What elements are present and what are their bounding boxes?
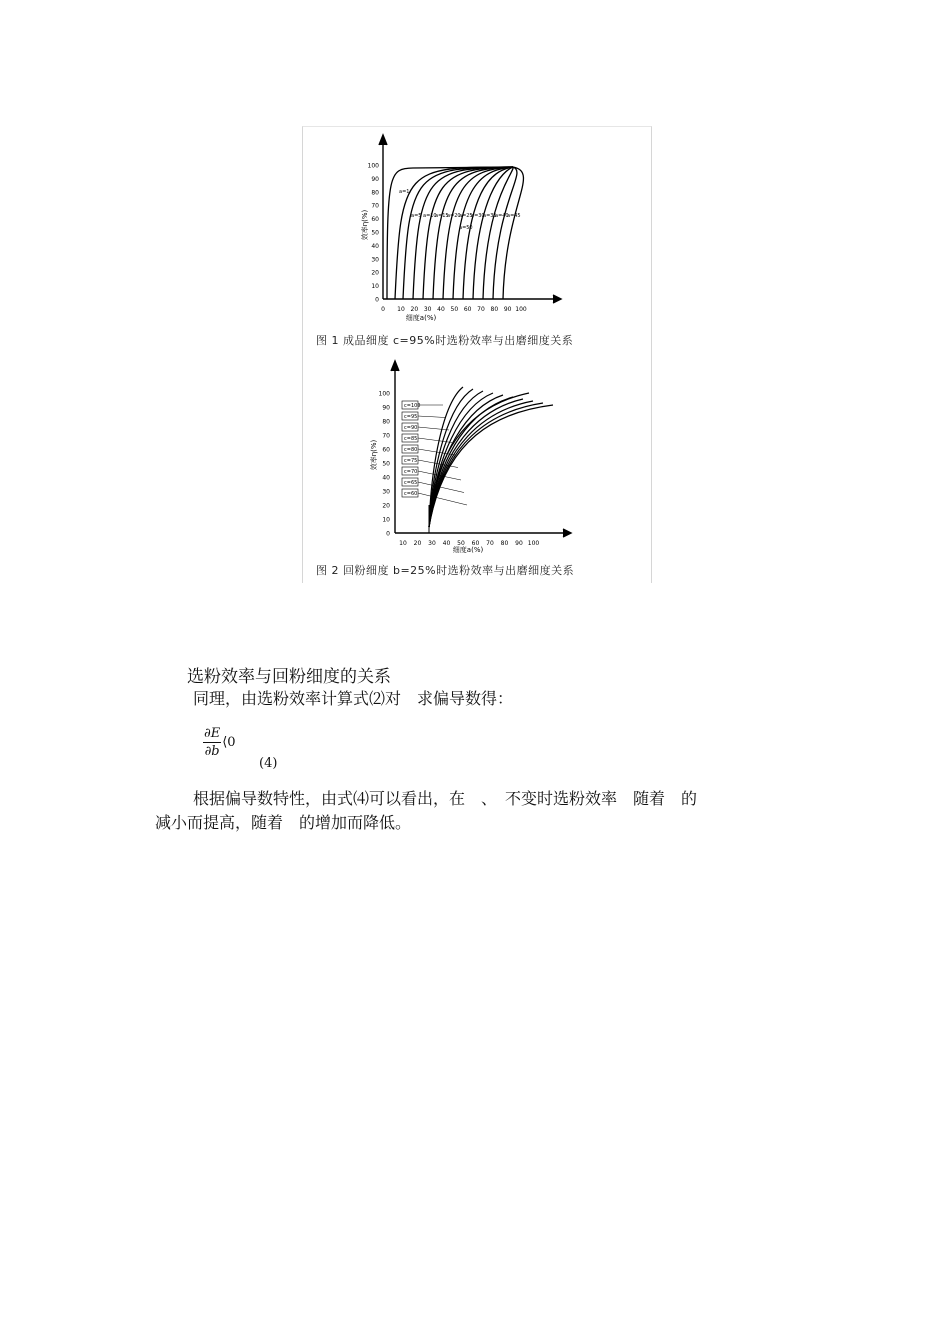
partial-derivative-formula bbox=[203, 726, 236, 759]
figure2-leader-line bbox=[418, 416, 446, 418]
figure1-x-ticks bbox=[381, 306, 527, 313]
fraction bbox=[203, 726, 221, 759]
figure1-curve-label: a=1 bbox=[399, 189, 410, 195]
figure1-x-tick-label: 70 bbox=[477, 306, 485, 313]
figure1-curve bbox=[403, 167, 513, 299]
figure1-x-tick-label: 100 bbox=[515, 306, 527, 313]
figure2-x-tick-label: 70 bbox=[486, 540, 494, 547]
figure2-xlabel: 细度a(%) bbox=[452, 546, 484, 554]
figure2-y-ticks bbox=[379, 391, 391, 538]
figure1-x-tick-label: 10 bbox=[397, 306, 405, 313]
fraction-denominator: ∂b bbox=[204, 744, 220, 759]
figure2-x-tick-label: 90 bbox=[515, 540, 523, 547]
section-heading: 选粉效率与回粉细度的关系 bbox=[187, 667, 391, 687]
figure1-curve-label: a=25 bbox=[459, 213, 473, 219]
figure2-y-tick-label: 60 bbox=[382, 446, 390, 454]
figure1-x-tick-label: 80 bbox=[490, 306, 499, 313]
figure1-y-ticks bbox=[368, 163, 380, 304]
figure2-curve-label: c=70 bbox=[404, 469, 418, 475]
figure1-curve-label: a=15 bbox=[435, 213, 449, 219]
figure1-curve-label: a=20 bbox=[447, 213, 461, 219]
figure1-caption: 图 1 成品细度 c=95%时选粉效率与出磨细度关系 bbox=[316, 334, 574, 347]
figure1-curve-label: a=5 bbox=[411, 213, 422, 219]
figure1-curve-label: a=10 bbox=[423, 213, 437, 219]
figure2-y-tick-label: 10 bbox=[382, 516, 390, 524]
figure1-y-tick-label: 20 bbox=[371, 269, 379, 277]
figure2-y-tick-label: 90 bbox=[382, 404, 390, 412]
figure1-x-tick-label: 90 bbox=[503, 306, 512, 313]
figure1-curve-label: a=40 bbox=[495, 213, 509, 219]
inequality: ⟨0 bbox=[222, 735, 236, 750]
figure2-x-tick-label: 80 bbox=[500, 540, 509, 547]
figure2-curve-label: c=80 bbox=[404, 447, 418, 453]
figure1-y-tick-label: 90 bbox=[371, 175, 379, 183]
figure1-curve-label: a=30 bbox=[471, 213, 485, 219]
figure1-y-tick-label: 80 bbox=[371, 189, 379, 197]
figure2-curve-label: c=60 bbox=[404, 491, 418, 497]
figure2-curve-label: c=85 bbox=[404, 436, 418, 442]
figure2-leader-line bbox=[418, 493, 467, 505]
figure2-curve bbox=[429, 393, 529, 527]
figure1-y-tick-label: 100 bbox=[367, 162, 379, 170]
figure2-curve-label: c=75 bbox=[404, 458, 418, 464]
figure2-x-tick-label: 10 bbox=[399, 540, 407, 547]
figure2-curves bbox=[429, 387, 553, 533]
figure2-curve-label: c=95 bbox=[404, 414, 418, 420]
figure1-x-tick-label: 40 bbox=[437, 306, 445, 313]
paragraph-1: 同理，由选粉效率计算式⑵对 求偏导数得： bbox=[193, 689, 514, 708]
figure2-y-tick-label: 80 bbox=[382, 418, 390, 426]
figure2-x-tick-label: 20 bbox=[413, 540, 422, 547]
figure2-y-tick-label: 100 bbox=[378, 390, 390, 398]
figure1-curve-label: a=50 bbox=[459, 225, 473, 231]
figure-panel bbox=[302, 126, 652, 583]
equation-number: (4) bbox=[259, 756, 278, 771]
figure2-x-tick-label: 60 bbox=[471, 540, 480, 547]
figure2-leader-line bbox=[418, 427, 449, 430]
figure2-caption: 图 2 回粉细度 b=25%时选粉效率与出磨细度关系 bbox=[316, 564, 575, 577]
figure1-y-tick-label: 10 bbox=[371, 283, 379, 291]
paragraph-2-line-1: 根据偏导数特性，由式⑷可以看出，在 、 不变时选粉效率 随着 的 bbox=[193, 789, 698, 808]
figure1-x-tick-label: 30 bbox=[423, 306, 432, 313]
figure2-chart bbox=[303, 355, 651, 580]
figure1-x-tick-label: 60 bbox=[463, 306, 472, 313]
figure2-y-tick-label: 30 bbox=[382, 488, 390, 496]
figure2-curve bbox=[429, 391, 483, 527]
figure1-y-tick-label: 60 bbox=[371, 216, 379, 224]
figure2-y-tick-label: 0 bbox=[386, 530, 390, 538]
figure1-y-tick-label: 50 bbox=[371, 229, 379, 237]
fraction-numerator: ∂E bbox=[204, 726, 221, 741]
figure1-curve bbox=[493, 167, 517, 299]
figure1-y-tick-label: 40 bbox=[371, 242, 379, 250]
figure1-xlabel: 细度a(%) bbox=[405, 314, 437, 322]
figure1-curve-label: a=45 bbox=[507, 213, 521, 219]
figure2-x-tick-label: 30 bbox=[428, 540, 436, 547]
figure1-ylabel: 效率η(%) bbox=[361, 209, 369, 241]
figure1-x-tick-label: 20 bbox=[410, 306, 419, 313]
figure1-curve bbox=[433, 167, 513, 299]
figure1-axes bbox=[379, 135, 561, 303]
figure1-chart bbox=[303, 127, 651, 337]
figure2-curve-label: c=65 bbox=[404, 480, 418, 486]
figure2-curve bbox=[429, 393, 493, 527]
figure2-x-tick-label: 100 bbox=[527, 540, 540, 547]
figure1-x-tick-label: 0 bbox=[381, 306, 385, 313]
figure2-y-tick-label: 70 bbox=[382, 432, 390, 440]
figure2-x-tick-label: 40 bbox=[442, 540, 451, 547]
figure1-y-tick-label: 70 bbox=[371, 202, 379, 210]
figure1-curve-label: a=35 bbox=[483, 213, 497, 219]
figure2-ylabel: 效率η(%) bbox=[370, 439, 378, 471]
figure1-curve bbox=[483, 167, 513, 299]
figure1-x-tick-label: 50 bbox=[450, 306, 459, 313]
figure1-curve bbox=[423, 167, 513, 299]
paragraph-2-line-2: 减小而提高，随着 的增加而降低。 bbox=[155, 813, 412, 832]
figure2-y-tick-label: 50 bbox=[382, 460, 390, 468]
figure2-y-tick-label: 40 bbox=[382, 474, 390, 482]
figure1-y-tick-label: 0 bbox=[375, 296, 379, 304]
figure2-y-tick-label: 20 bbox=[382, 502, 390, 510]
figure2-curve-label: c=90 bbox=[404, 425, 418, 431]
figure1-curve bbox=[463, 167, 513, 299]
figure1-y-tick-label: 30 bbox=[371, 256, 379, 264]
figure2-x-tick-label: 50 bbox=[457, 540, 465, 547]
figure1-curves bbox=[387, 167, 523, 299]
figure2-curve-label: c=100 bbox=[404, 403, 421, 409]
figure1-curve bbox=[473, 167, 513, 299]
